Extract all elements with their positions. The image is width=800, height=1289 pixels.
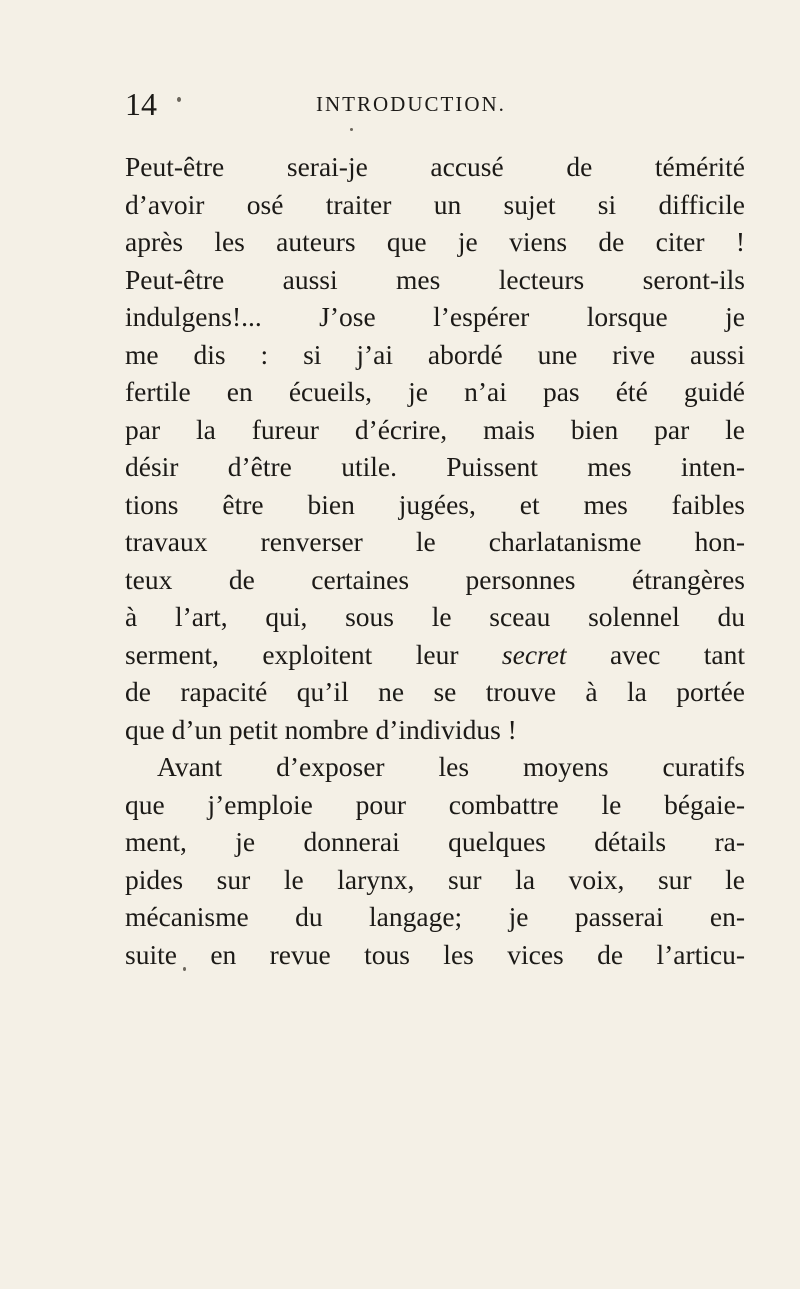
page-header bbox=[125, 84, 725, 124]
text-line: indulgens!... J’ose l’espérer lorsque je bbox=[125, 301, 745, 332]
text-line: par la fureur d’écrire, mais bien par le bbox=[125, 413, 745, 445]
italic-word: secret bbox=[501, 638, 567, 670]
text-line bbox=[125, 636, 745, 674]
body-text bbox=[125, 148, 745, 973]
text-line: suite en revue tous les vices de l’articu- bbox=[125, 938, 745, 970]
text-segment: avec tant bbox=[566, 638, 745, 670]
text-line: désir d’être utile. Puissent mes inten- bbox=[125, 451, 745, 482]
text-line: à l’art, qui, sous le sceau solennel du bbox=[125, 601, 745, 632]
page-number: 14 bbox=[125, 86, 157, 122]
text-line: que j’emploie pour combattre le bégaie- bbox=[125, 788, 745, 820]
text-line: ment, je donnerai quelques détails ra- bbox=[125, 826, 745, 857]
text-line: d’avoir osé traiter un sujet si difficile bbox=[125, 188, 745, 220]
text-line: pides sur le larynx, sur la voix, sur le bbox=[125, 863, 745, 895]
text-line: me dis : si j’ai abordé une rive aussi bbox=[125, 338, 745, 370]
text-line: Avant d’exposer les moyens curatifs bbox=[157, 751, 745, 782]
text-line: teux de certaines personnes étrangères bbox=[125, 563, 745, 595]
text-line: que d’un petit nombre d’individus ! bbox=[125, 713, 517, 745]
text-line: Peut-être aussi mes lecteurs seront-ils bbox=[125, 263, 745, 295]
running-title: INTRODUCTION. bbox=[316, 92, 506, 116]
text-line: tions être bien jugées, et mes faibles bbox=[125, 488, 745, 520]
text-segment: serment, exploitent leur bbox=[125, 638, 502, 670]
text-line: travaux renverser le charlatanisme hon- bbox=[125, 526, 745, 557]
text-line: fertile en écueils, je n’ai pas été guidé bbox=[125, 376, 745, 407]
text-line: Peut-être serai-je accusé de témérité bbox=[125, 151, 745, 182]
text-line: mécanisme du langage; je passerai en- bbox=[125, 901, 745, 932]
text-line: de rapacité qu’il ne se trouve à la portée bbox=[125, 676, 745, 707]
text-line: après les auteurs que je viens de citer ! bbox=[125, 226, 745, 257]
ink-speck bbox=[350, 128, 353, 131]
